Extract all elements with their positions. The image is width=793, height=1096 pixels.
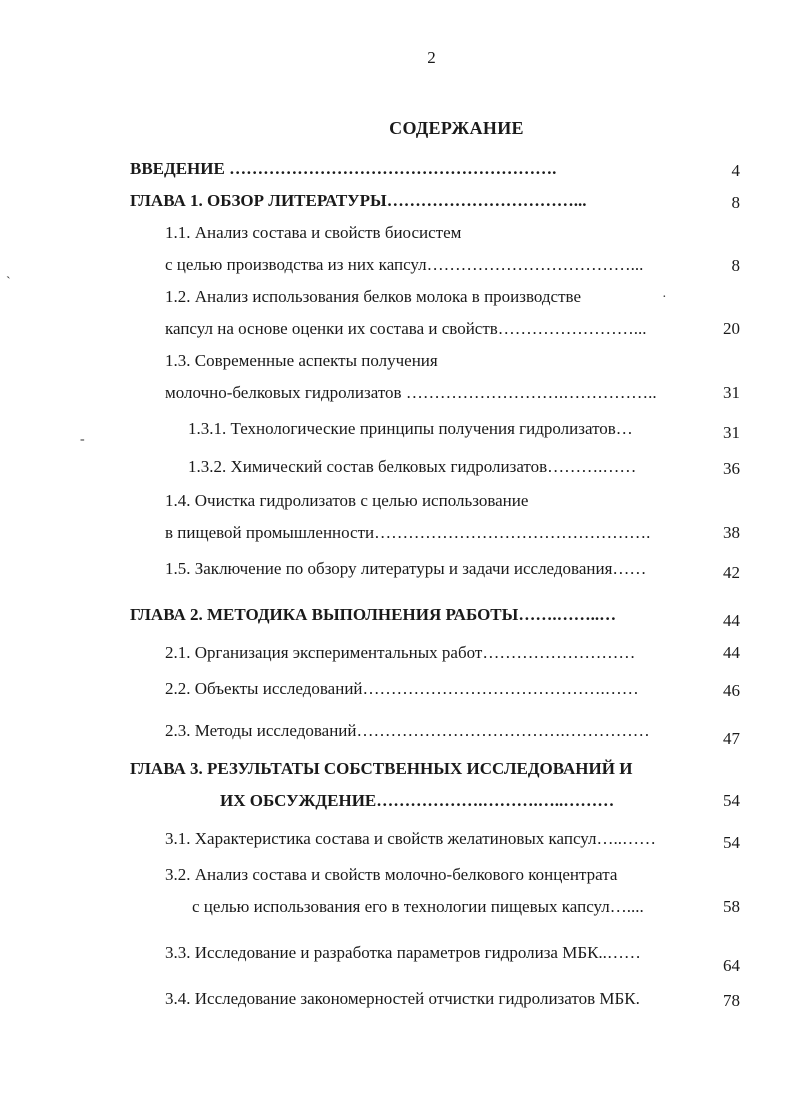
toc-page-3-3: 64 [723,956,740,975]
toc-entry-1-3[interactable]: 1.3. Современные аспекты получения [165,351,438,370]
toc-entry-1-1[interactable]: 1.1. Анализ состава и свойств биосистем [165,223,462,242]
toc-page-chapter-2: 44 [723,611,740,630]
toc-page-2-1: 44 [723,643,740,662]
toc-page-1-5: 42 [723,563,740,582]
toc-page-1-3-2: 36 [723,459,740,478]
toc-page-3-2: 58 [723,897,740,916]
toc-entry-chapter-3[interactable]: ГЛАВА 3. РЕЗУЛЬТАТЫ СОБСТВЕННЫХ ИССЛЕДОВАНИЙ И [130,759,633,778]
toc-entry-1-4[interactable]: 1.4. Очистка гидролизатов с целью использование [165,491,529,510]
toc-page-2-3: 47 [723,729,740,748]
toc-entry-2-2[interactable]: 2.2. Объекты исследований…………………………………….…… [165,679,639,698]
toc-page-1-1: 8 [731,256,740,275]
scan-mark: · [662,290,667,305]
page-number: 2 [427,48,436,67]
toc-entry-1-2[interactable]: 1.2. Анализ использования белков молока в производстве [165,287,581,306]
toc-page-intro: 4 [731,161,740,180]
toc-entry-chapter-2[interactable]: ГЛАВА 2. МЕТОДИКА ВЫПОЛНЕНИЯ РАБОТЫ…….……..… [130,605,617,624]
toc-page-2-2: 46 [723,681,740,700]
scan-mark: ` [6,275,11,290]
toc-entry-1-3-2[interactable]: 1.3.2. Химический состав белковых гидролизатов……….…… [188,457,637,476]
toc-entry-chapter-1[interactable]: ГЛАВА 1. ОБЗОР ЛИТЕРАТУРЫ……………………………... [130,191,587,210]
toc-entry-2-1[interactable]: 2.1. Организация экспериментальных работ……………………… [165,643,636,662]
toc-page-1-2: 20 [723,319,740,338]
toc-page-1-4: 38 [723,523,740,542]
toc-entry-3-3[interactable]: 3.3. Исследование и разработка параметров гидролиза МБК..…… [165,943,641,962]
toc-entry-3-1[interactable]: 3.1. Характеристика состава и свойств желатиновых капсул…..…… [165,829,656,848]
toc-page-chapter-3: 54 [723,791,740,810]
toc-entry-1-3-cont[interactable]: молочно-белковых гидролизатов ……………………….…………….. [165,383,657,402]
toc-page-1-3: 31 [723,383,740,402]
toc-entry-1-1-cont[interactable]: с целью производства из них капсул………………………………... [165,255,644,274]
toc-entry-3-2-cont[interactable]: с целью использования его в технологии пищевых капсул….... [192,897,644,916]
page-title: СОДЕРЖАНИЕ [389,118,524,138]
toc-entry-2-3[interactable]: 2.3. Методы исследований……………………………….…………… [165,721,650,740]
toc-entry-1-4-cont[interactable]: в пищевой промышленности…………………………………………. [165,523,651,542]
toc-entry-intro[interactable]: ВВЕДЕНИЕ …………………………………………………. [130,159,557,178]
toc-page-3-1: 54 [723,833,740,852]
scan-mark: - [80,432,85,447]
toc-page-chapter-1: 8 [731,193,740,212]
toc-entry-1-2-cont[interactable]: капсул на основе оценки их состава и свойств……………………... [165,319,647,338]
toc-entry-1-3-1[interactable]: 1.3.1. Технологические принципы получения гидролизатов… [188,419,633,438]
toc-page-1-3-1: 31 [723,423,740,442]
toc-entry-1-5[interactable]: 1.5. Заключение по обзору литературы и задачи исследования…… [165,559,647,578]
toc-page-3-4: 78 [723,991,740,1010]
toc-entry-3-4[interactable]: 3.4. Исследование закономерностей отчистки гидролизатов МБК. [165,989,640,1008]
toc-entry-3-2[interactable]: 3.2. Анализ состава и свойств молочно-белкового концентрата [165,865,618,884]
toc-entry-chapter-3-cont[interactable]: ИХ ОБСУЖДЕНИЕ……………….……….…..……… [220,791,615,810]
